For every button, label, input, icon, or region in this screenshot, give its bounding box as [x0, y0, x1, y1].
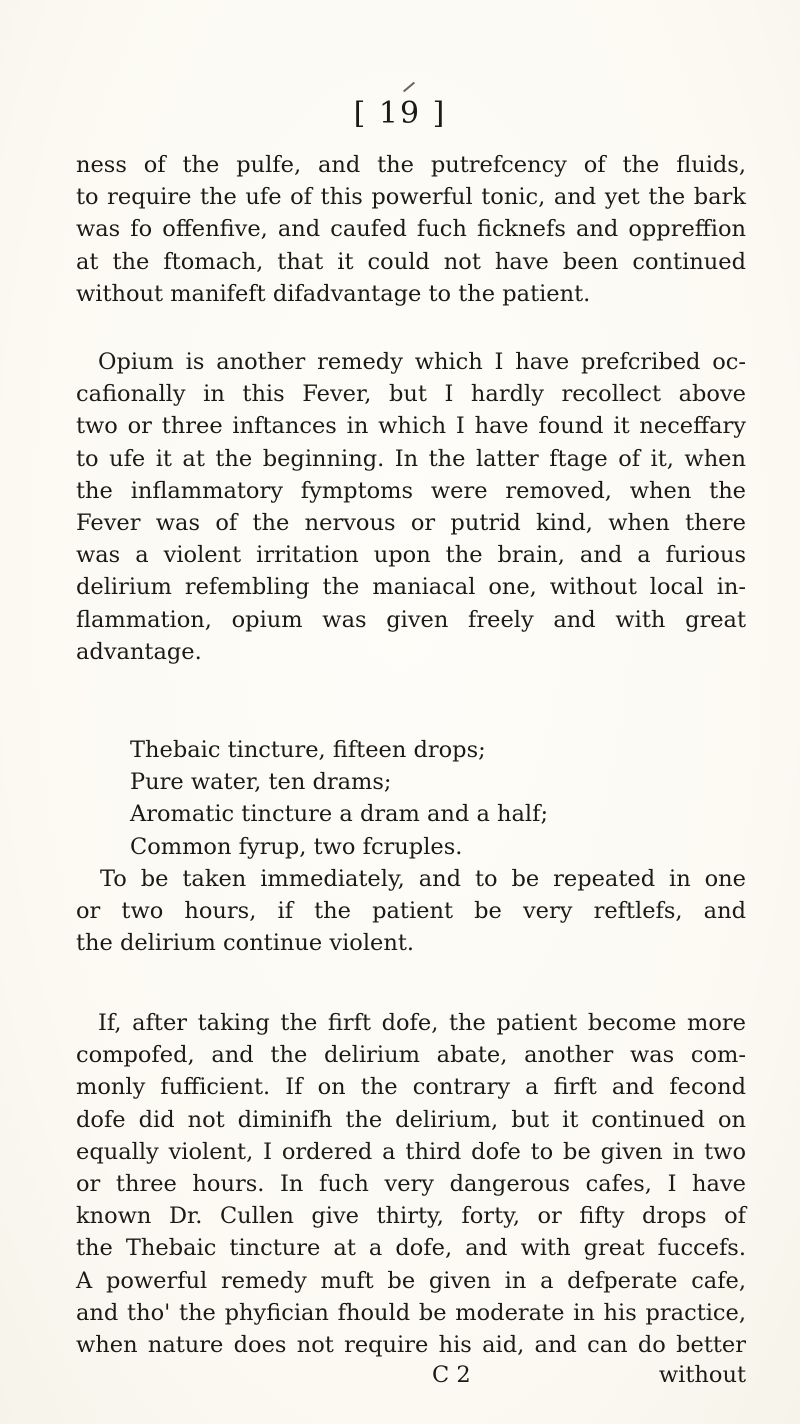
text-line: the Thebaic tincture at a dofe, and with great fuccefs. [76, 1235, 746, 1262]
catchword: without [658, 1362, 746, 1388]
prescription-ingredient: Thebaic tincture, fifteen drops; [130, 737, 486, 763]
prescription [76, 734, 746, 959]
prescription-direction: the delirium continue violent. [76, 930, 415, 957]
text-line: to ufe it at the beginning. In the latter ftage of it, when [76, 445, 746, 472]
prescription-direction: or two hours, if the patient be very reftlefs, and [76, 898, 746, 925]
text-line: or three hours. In fuch very dangerous cafes, I have [76, 1171, 746, 1198]
text-line: Opium is another remedy which I have prefcribed oc- [98, 349, 746, 375]
text-line: cafionally in this Fever, but I hardly recollect above [76, 381, 746, 408]
text-line: ness of the pulfe, and the putrefcency of the fluids, [76, 152, 746, 178]
text-line: If, after taking the firft dofe, the patient become more [98, 1010, 746, 1036]
text-line: known Dr. Cullen give thirty, forty, or fifty drops of [76, 1203, 746, 1230]
text-line: monly fufficient. If on the contrary a firft and fecond [76, 1074, 746, 1101]
paragraph-dose [76, 1007, 746, 1361]
text-line: Fever was of the nervous or putrid kind, when there [76, 510, 746, 537]
text-line: at the ftomach, that it could not have been continued [76, 248, 746, 275]
text-line: two or three inftances in which I have found it neceffary [76, 413, 746, 440]
ink-mark [403, 82, 415, 93]
text-line: dofe did not diminifh the delirium, but it continued on [76, 1106, 746, 1133]
prescription-ingredient: Common fyrup, two fcruples. [130, 833, 463, 860]
text-line: advantage. [76, 638, 202, 665]
text-line: when nature does not require his aid, and can do better [76, 1332, 746, 1359]
text-line: to require the ufe of this powerful tonic, and yet the bark [76, 184, 746, 211]
text-line: compofed, and the delirium abate, another was com- [76, 1042, 746, 1069]
text-line: delirium refembling the maniacal one, without local in- [76, 574, 746, 601]
text-line: equally violent, I ordered a third dofe to be given in two [76, 1138, 746, 1165]
paragraph-continued [76, 149, 746, 310]
text-line: was fo offenfive, and caufed fuch ficknefs and oppreffion [76, 216, 746, 243]
text-line: and tho' the phyfician fhould be moderate in his practice, [76, 1299, 746, 1326]
text-line: was a violent irritation upon the brain, and a furious [76, 542, 746, 569]
signature-mark: C 2 [432, 1362, 471, 1388]
paragraph-opium [76, 346, 746, 668]
prescription-ingredient: Pure water, ten drams; [130, 769, 392, 796]
text-line: without manifeft difadvantage to the patient. [76, 280, 591, 307]
text-line: the inflammatory fymptoms were removed, when the [76, 477, 746, 504]
text-line: A powerful remedy muft be given in a defperate cafe, [76, 1267, 746, 1294]
text-line: flammation, opium was given freely and with great [76, 606, 746, 633]
prescription-ingredient: Aromatic tincture a dram and a half; [130, 801, 549, 828]
page-number: [ 19 ] [353, 96, 447, 131]
prescription-direction: To be taken immediately, and to be repeated in one [100, 865, 746, 892]
